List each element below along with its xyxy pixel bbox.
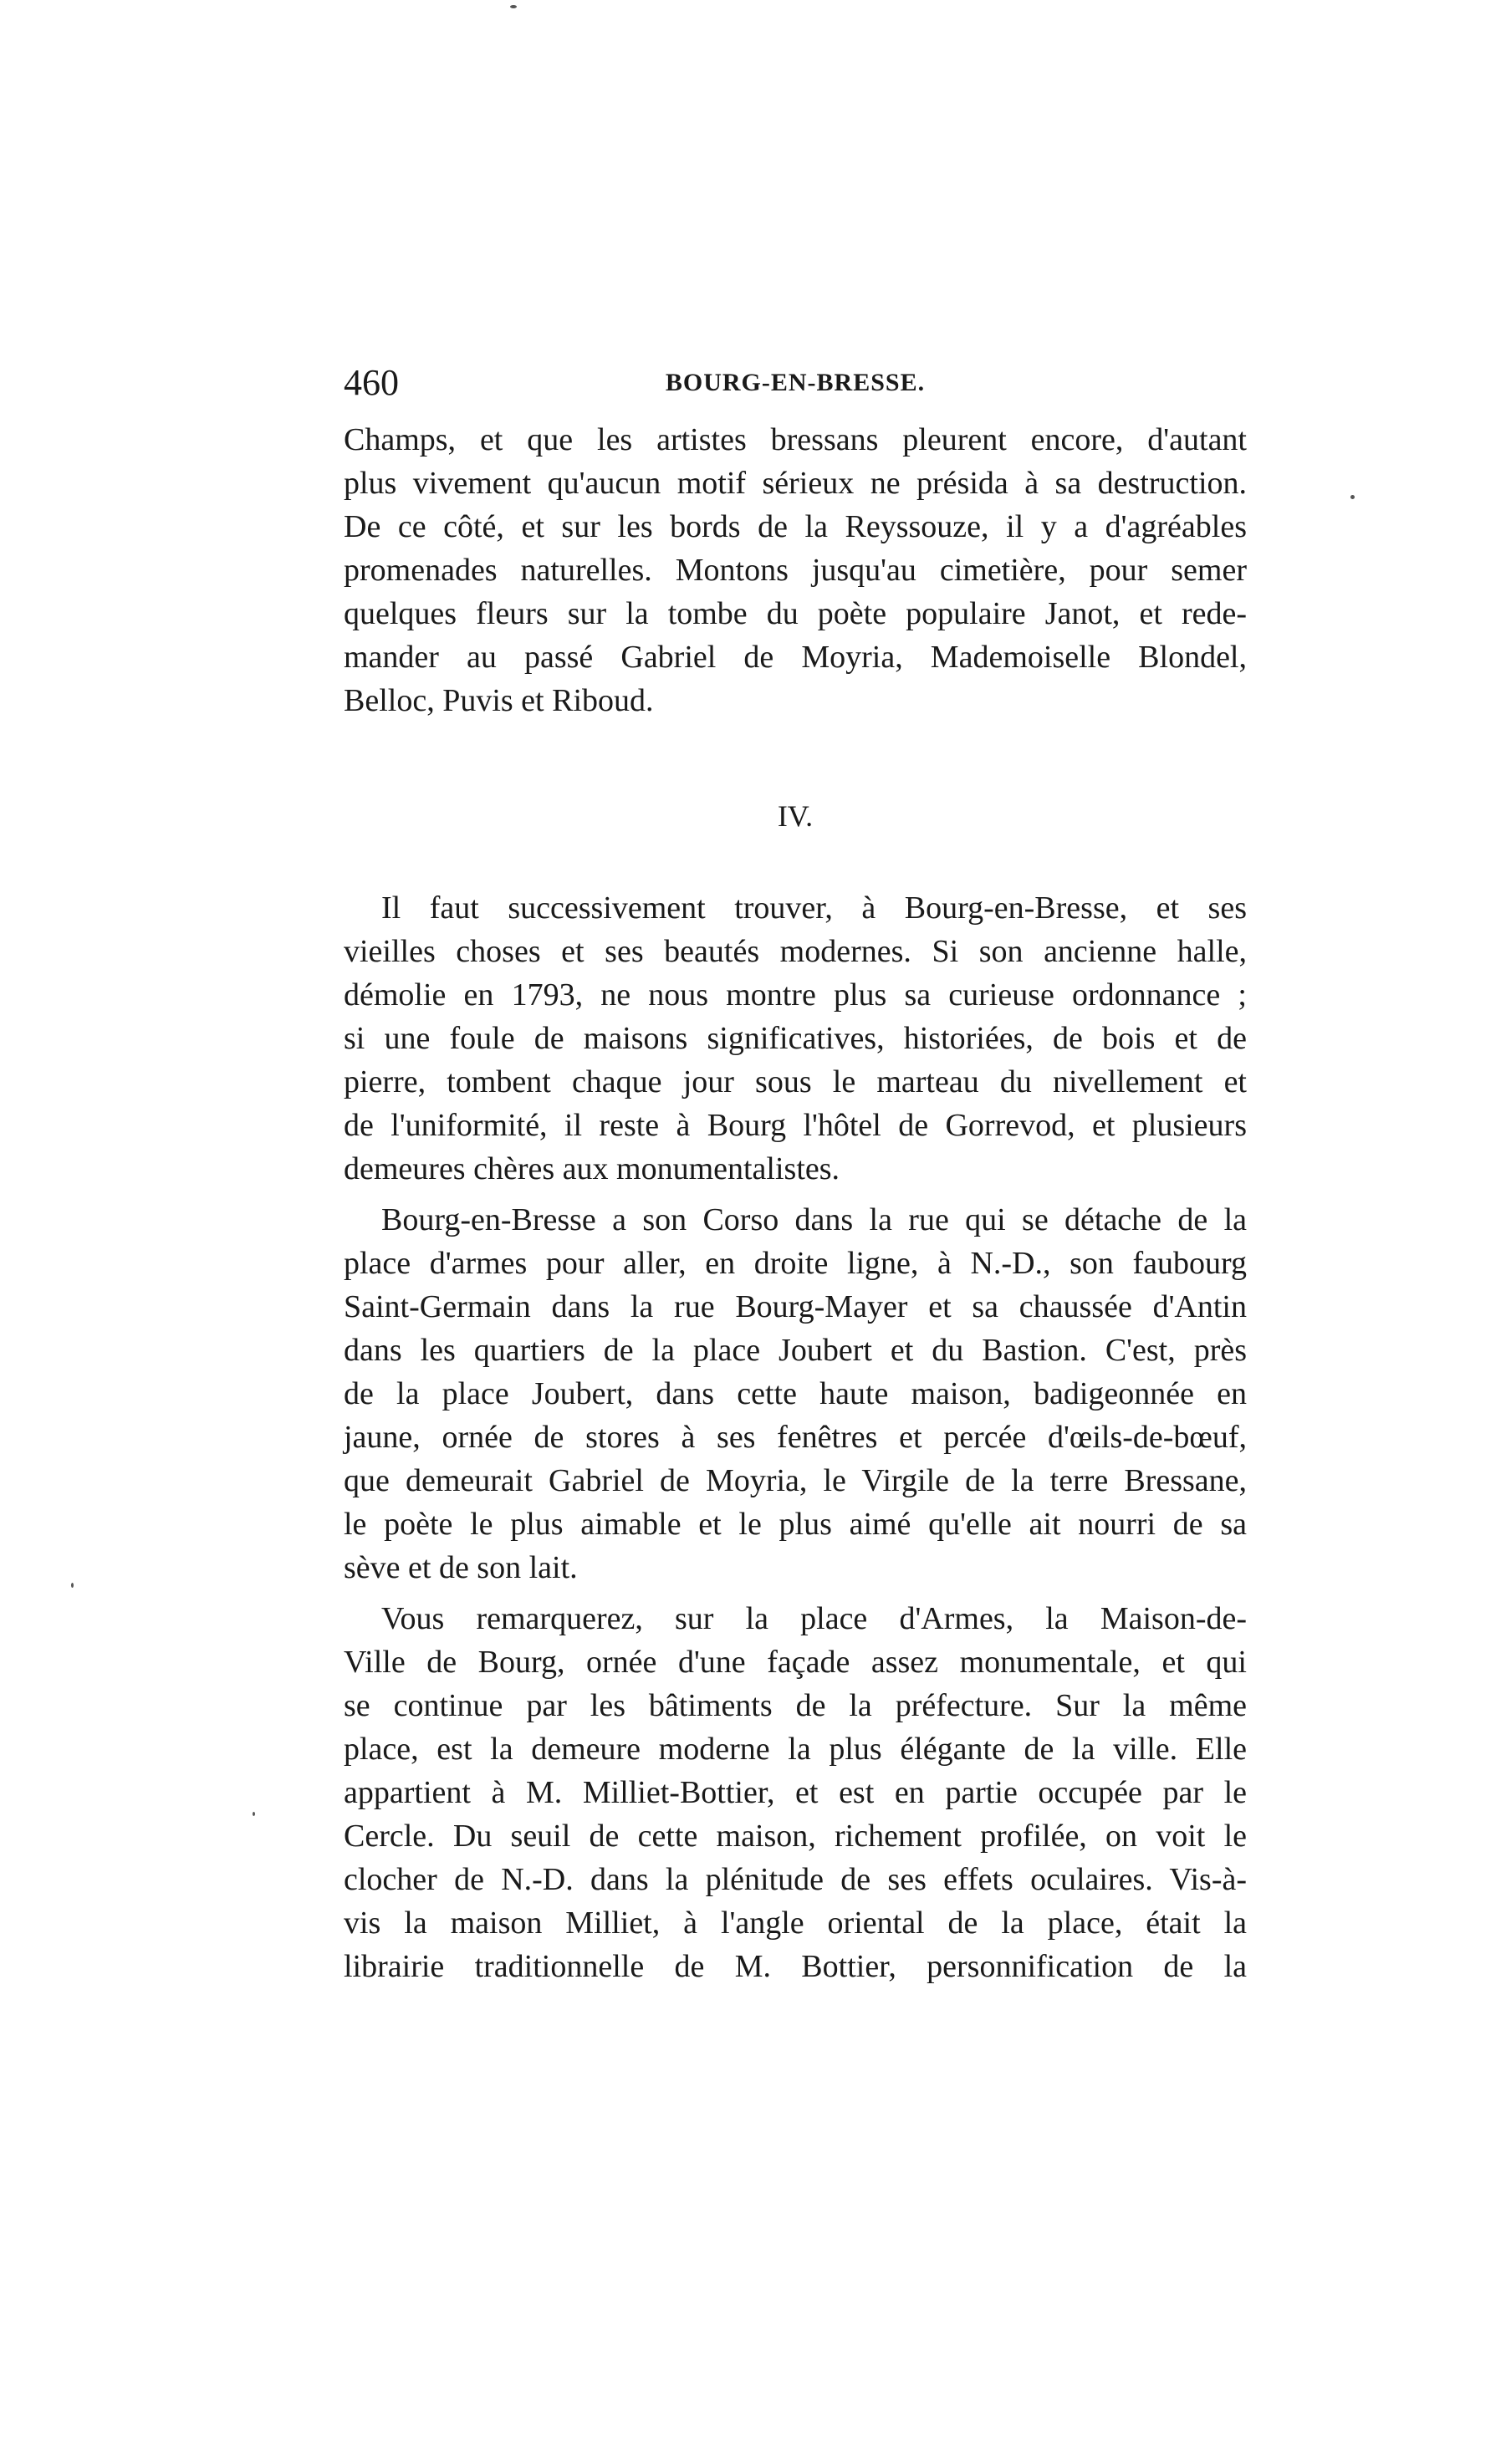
- text-line: quelques fleurs sur la tombe du poète populaire Janot, et rede-: [344, 596, 1247, 631]
- text-line: mander au passé Gabriel de Moyria, Mademoiselle Blondel,: [344, 640, 1247, 675]
- text-line: pierre, tombent chaque jour sous le marteau du nivellement et: [344, 1064, 1247, 1099]
- paragraph-4: [344, 1597, 1247, 1988]
- scan-speck: [510, 5, 517, 8]
- paragraph-3: [344, 1198, 1247, 1589]
- scan-speck: [253, 1812, 255, 1816]
- running-head: BOURG-EN-BRESSE.: [665, 369, 926, 396]
- text-line: vieilles choses et ses beautés modernes. Si son ancienne halle,: [344, 934, 1247, 969]
- text-line: Ville de Bourg, ornée d'une façade assez monumentale, et qui: [344, 1645, 1247, 1680]
- text-line: De ce côté, et sur les bords de la Reyssouze, il y a d'agréables: [344, 509, 1247, 544]
- text-line: Saint-Germain dans la rue Bourg-Mayer et sa chaussée d'Antin: [344, 1289, 1247, 1324]
- text-line: le poète le plus aimable et le plus aimé qu'elle ait nourri de sa: [344, 1507, 1247, 1542]
- text-line: de l'uniformité, il reste à Bourg l'hôtel de Gorrevod, et plusieurs: [344, 1108, 1247, 1143]
- text-line: place d'armes pour aller, en droite ligne, à N.-D., son faubourg: [344, 1246, 1247, 1281]
- paragraph-1: [344, 418, 1247, 722]
- text-line: Il faut successivement trouver, à Bourg-en-Bresse, et ses: [381, 890, 1247, 926]
- text-line: promenades naturelles. Montons jusqu'au cimetière, pour semer: [344, 553, 1247, 588]
- text-line: Cercle. Du seuil de cette maison, richement profilée, on voit le: [344, 1819, 1247, 1854]
- text-line: librairie traditionnelle de M. Bottier, personnification de la: [344, 1949, 1247, 1984]
- scan-speck: [1350, 495, 1355, 499]
- text-line: si une foule de maisons significatives, historiées, de bois et de: [344, 1021, 1247, 1056]
- text-line: Bourg-en-Bresse a son Corso dans la rue qui se détache de la: [381, 1202, 1247, 1237]
- text-line: que demeurait Gabriel de Moyria, le Virgile de la terre Bressane,: [344, 1463, 1247, 1498]
- text-line: place, est la demeure moderne la plus élégante de la ville. Elle: [344, 1732, 1247, 1767]
- text-line: jaune, ornée de stores à ses fenêtres et percée d'œils-de-bœuf,: [344, 1420, 1247, 1455]
- scan-speck: [71, 1583, 74, 1588]
- text-line: plus vivement qu'aucun motif sérieux ne présida à sa destruction.: [344, 466, 1247, 501]
- paragraph-2: [344, 886, 1247, 1191]
- text-line: dans les quartiers de la place Joubert et du Bastion. C'est, près: [344, 1333, 1247, 1368]
- text-line: clocher de N.-D. dans la plénitude de ses effets oculaires. Vis-à-: [344, 1862, 1247, 1897]
- text-line: demeures chères aux monumentalistes.: [344, 1151, 840, 1186]
- page-header: [344, 358, 1247, 408]
- text-line: sève et de son lait.: [344, 1550, 578, 1585]
- page-number: 460: [344, 362, 399, 403]
- text-line: démolie en 1793, ne nous montre plus sa curieuse ordonnance ;: [344, 977, 1247, 1013]
- text-line: Vous remarquerez, sur la place d'Armes, la Maison-de-: [381, 1601, 1247, 1636]
- text-line: Belloc, Puvis et Riboud.: [344, 683, 654, 718]
- text-line: de la place Joubert, dans cette haute maison, badigeonnée en: [344, 1376, 1247, 1411]
- text-line: vis la maison Milliet, à l'angle oriental de la place, était la: [344, 1905, 1247, 1941]
- text-line: se continue par les bâtiments de la préfecture. Sur la même: [344, 1688, 1247, 1723]
- text-line: Champs, et que les artistes bressans pleurent encore, d'autant: [344, 422, 1247, 457]
- text-line: appartient à M. Milliet-Bottier, et est en partie occupée par le: [344, 1775, 1247, 1810]
- section-heading: IV.: [777, 799, 814, 833]
